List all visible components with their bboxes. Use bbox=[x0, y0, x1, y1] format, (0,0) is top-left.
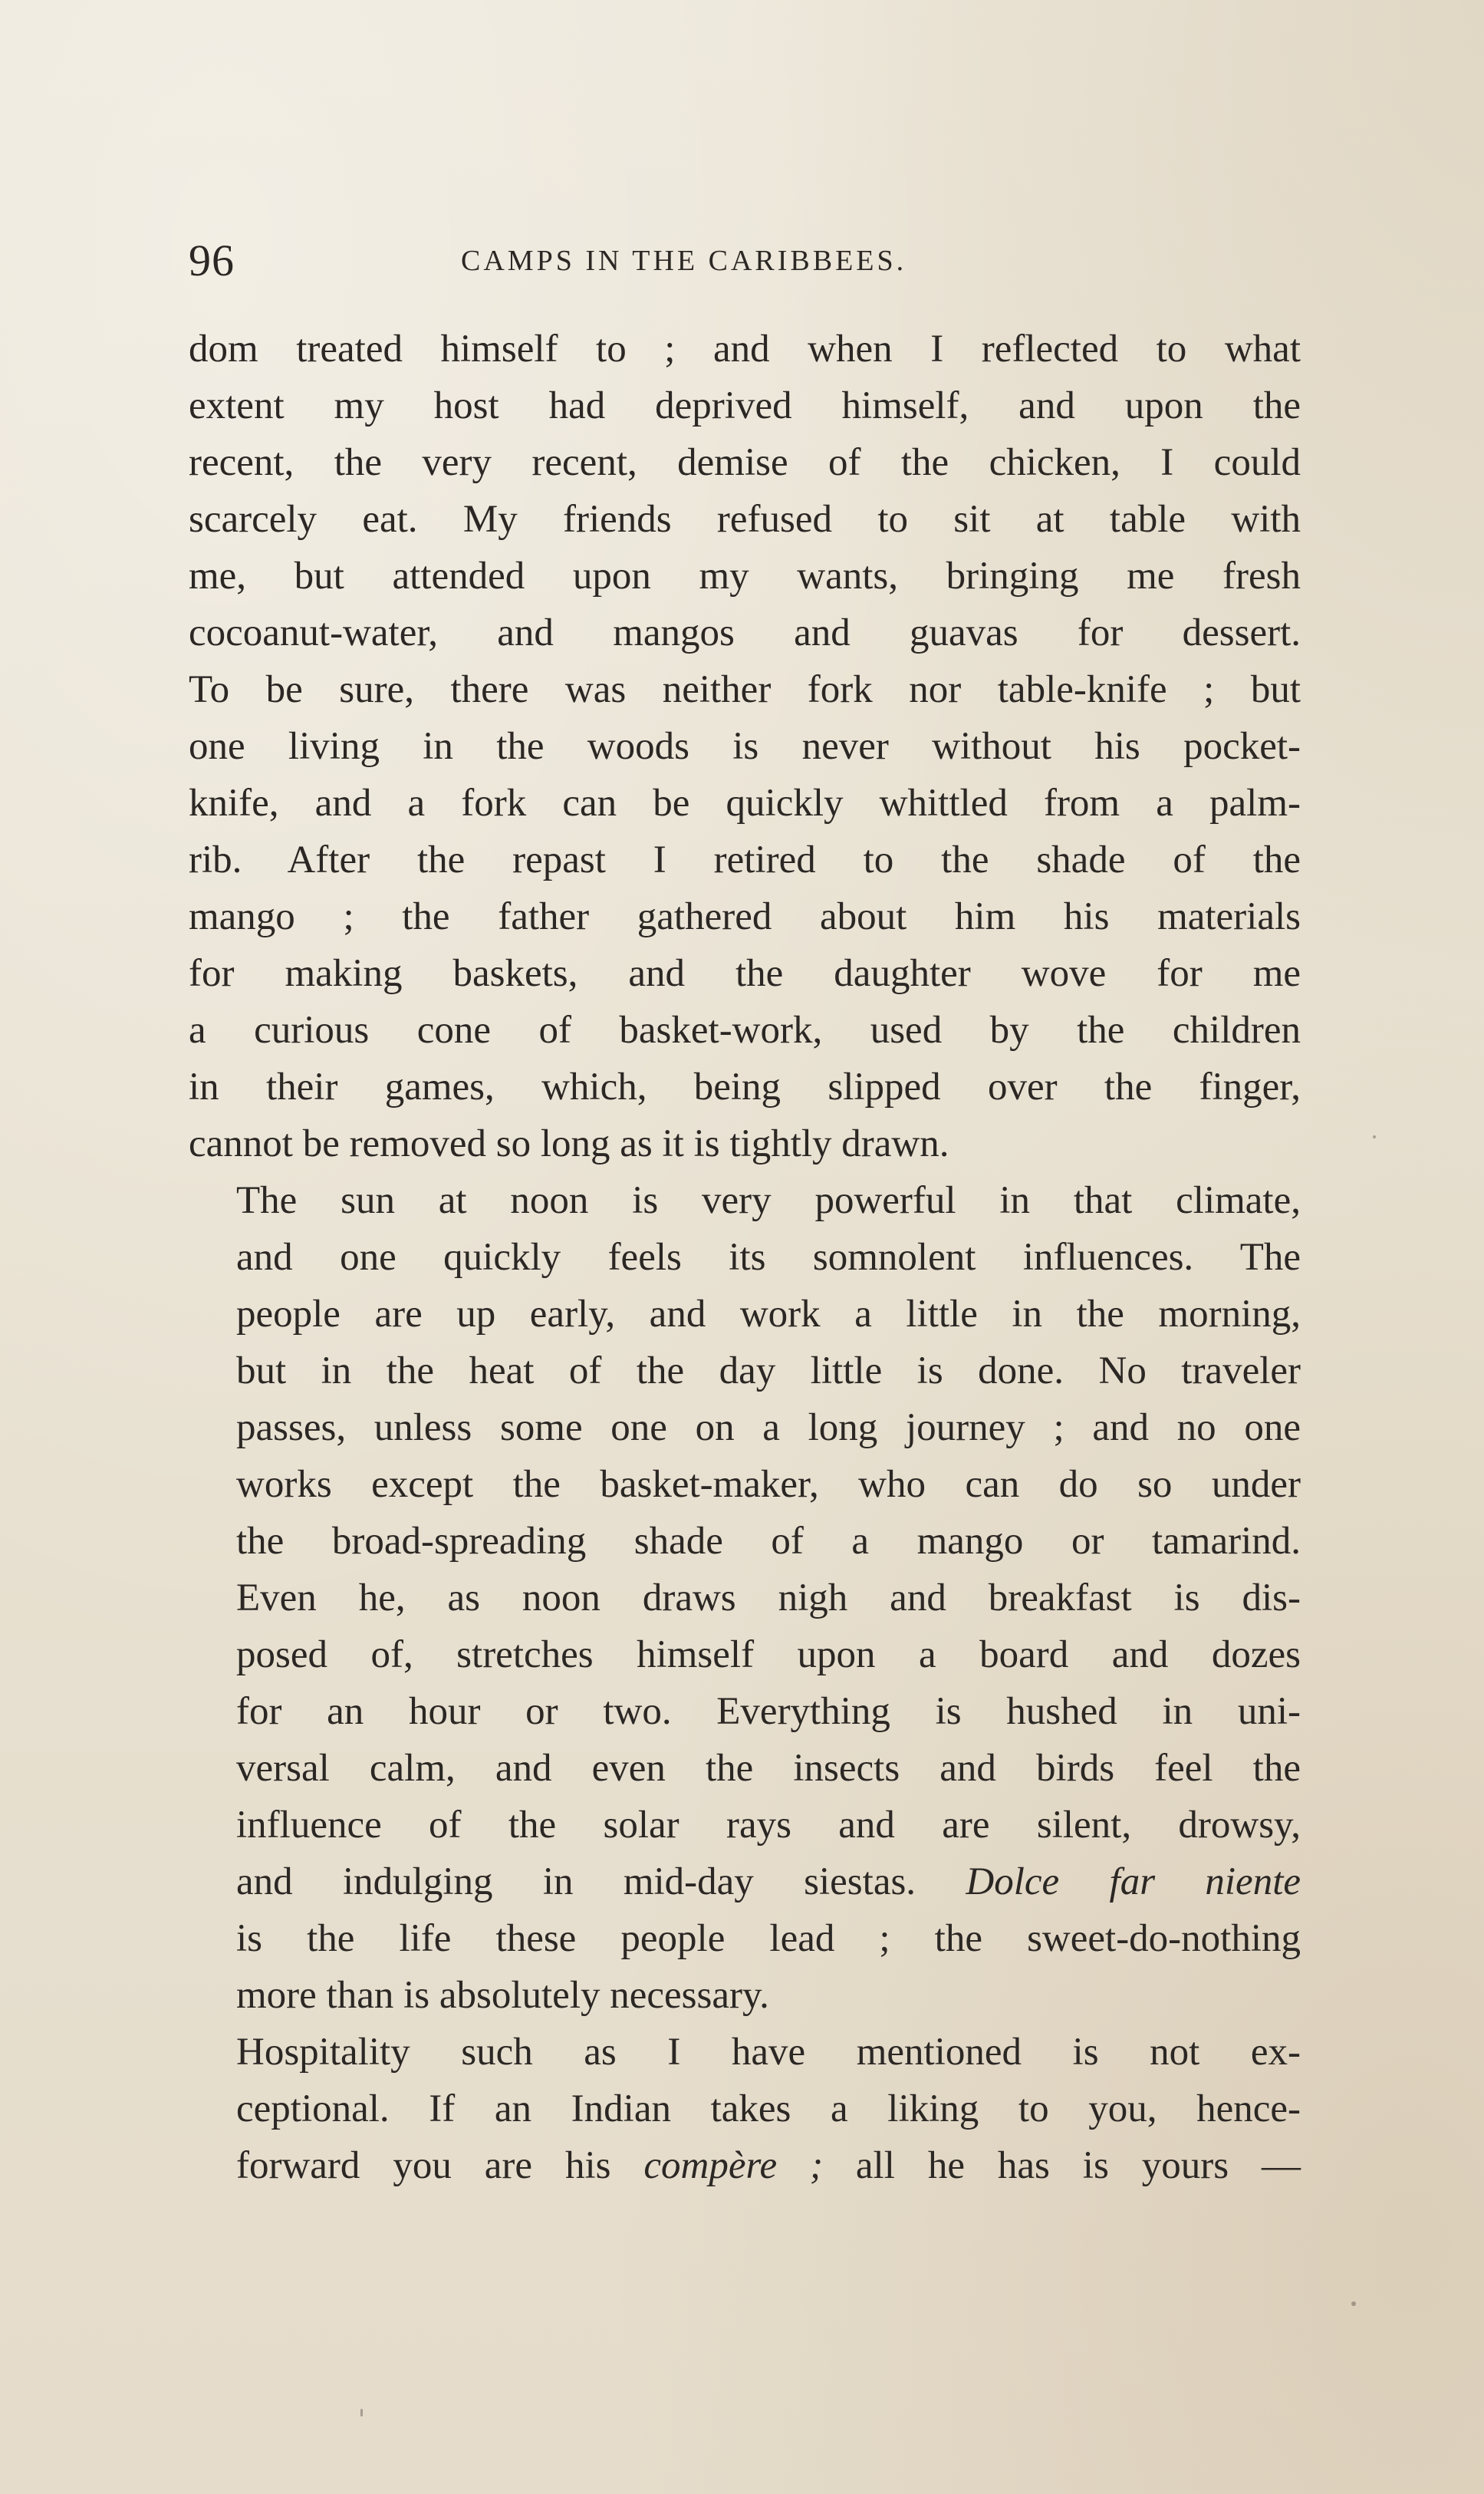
text-line: influence of the solar rays and are silent, drowsy, bbox=[236, 1804, 1301, 1847]
line-text: and indulging in mid-day siestas. bbox=[236, 1860, 966, 1903]
paper-speck bbox=[1373, 1135, 1376, 1138]
text-line: for an hour or two. Everything is hushed in uni- bbox=[236, 1690, 1301, 1733]
paper-speck bbox=[360, 2409, 363, 2417]
text-line: cannot be removed so long as it is tightly drawn. bbox=[189, 1122, 949, 1165]
text-line: me, but attended upon my wants, bringing me fresh bbox=[189, 555, 1301, 598]
text-line: in their games, which, being slipped over the finger, bbox=[189, 1066, 1301, 1109]
text-line: passes, unless some one on a long journey ; and no one bbox=[236, 1406, 1301, 1449]
text-line: and one quickly feels its somnolent influences. The bbox=[236, 1236, 1301, 1279]
body-text bbox=[189, 321, 1301, 2194]
page-number: 96 bbox=[189, 236, 235, 285]
italic-phrase: Dolce far niente bbox=[966, 1860, 1301, 1903]
text-line: for making baskets, and the daughter wove for me bbox=[189, 952, 1301, 995]
text-line: Hospitality such as I have mentioned is not ex- bbox=[236, 2031, 1301, 2074]
text-line-with-italic bbox=[189, 1853, 1301, 1910]
italic-phrase: compère ; bbox=[643, 2144, 823, 2187]
text-line: dom treated himself to ; and when I reflected to what bbox=[189, 328, 1301, 371]
text-line: more than is absolutely necessary. bbox=[236, 1974, 769, 2017]
text-line: is the life these people lead ; the sweet-do-nothing bbox=[236, 1917, 1301, 1960]
line-text: forward you are his bbox=[236, 2144, 644, 2187]
page-header bbox=[189, 230, 1301, 292]
text-line: versal calm, and even the insects and birds feel the bbox=[236, 1747, 1301, 1790]
text-line-with-italic bbox=[189, 2137, 1301, 2194]
running-title: CAMPS IN THE CARIBBEES. bbox=[461, 245, 907, 277]
text-line: scarcely eat. My friends refused to sit at table with bbox=[189, 498, 1301, 541]
text-line: people are up early, and work a little in the morning, bbox=[236, 1293, 1301, 1336]
text-line: Even he, as noon draws nigh and breakfast is dis- bbox=[236, 1576, 1301, 1619]
text-line: rib. After the repast I retired to the shade of the bbox=[189, 838, 1301, 881]
text-line: cocoanut-water, and mangos and guavas for dessert. bbox=[189, 611, 1301, 654]
text-line: mango ; the father gathered about him his materials bbox=[189, 895, 1301, 938]
paragraph-3 bbox=[189, 2024, 1301, 2194]
paragraph-1 bbox=[189, 321, 1301, 1172]
paragraph-2 bbox=[189, 1172, 1301, 2024]
text-line: one living in the woods is never without his pocket- bbox=[189, 725, 1301, 768]
text-line: but in the heat of the day little is done. No traveler bbox=[236, 1349, 1301, 1392]
text-line: works except the basket-maker, who can do so under bbox=[236, 1463, 1301, 1506]
text-line: knife, and a fork can be quickly whittled from a palm- bbox=[189, 782, 1301, 825]
text-line: posed of, stretches himself upon a board and dozes bbox=[236, 1633, 1301, 1676]
text-line: To be sure, there was neither fork nor table-knife ; but bbox=[189, 668, 1301, 711]
text-line: The sun at noon is very powerful in that climate, bbox=[236, 1179, 1301, 1222]
line-text: all he has is yours — bbox=[823, 2144, 1301, 2187]
text-line: the broad-spreading shade of a mango or tamarind. bbox=[236, 1520, 1301, 1563]
text-line: extent my host had deprived himself, and upon the bbox=[189, 384, 1301, 427]
paper-speck bbox=[1351, 2301, 1356, 2306]
text-line: a curious cone of basket-work, used by the children bbox=[189, 1009, 1301, 1052]
text-line: recent, the very recent, demise of the chicken, I could bbox=[189, 441, 1301, 484]
text-line: ceptional. If an Indian takes a liking to you, hence- bbox=[236, 2087, 1301, 2130]
